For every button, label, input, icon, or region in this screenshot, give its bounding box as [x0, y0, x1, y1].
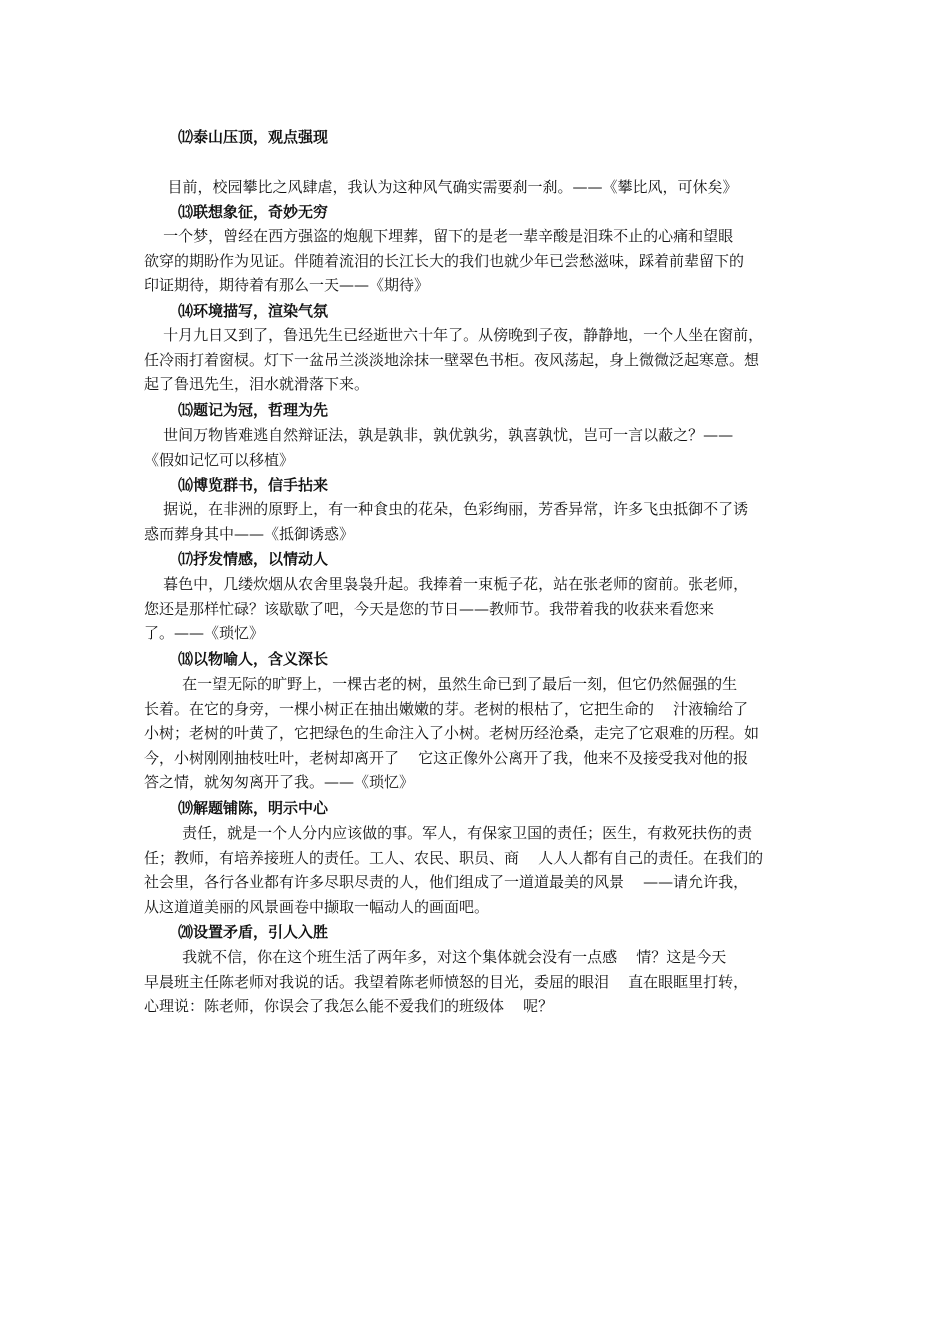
section-heading-18: ⒅以物喻人，含义深长 [178, 650, 329, 668]
body-line: 从这道道美丽的风景画卷中撷取一幅动人的画面吧。 [144, 897, 490, 916]
section-body-15 [144, 423, 814, 472]
section-body-16 [144, 497, 814, 546]
section-body-17 [144, 572, 814, 646]
section-heading-20: ⒇设置矛盾，引人入胜 [178, 923, 329, 941]
section-heading-17: ⒄抒发情感，以情动人 [178, 550, 329, 568]
body-line: 惑而葬身其中——《抵御诱惑》 [144, 524, 355, 543]
body-line: 《假如记忆可以移植》 [144, 450, 295, 469]
section-body-18 [144, 672, 814, 795]
body-line: 心理说：陈老师，你误会了我怎么能不爱我们的班级体 呢？ [144, 997, 554, 1015]
section-body-19 [144, 821, 814, 919]
section-heading-14: ⒁环境描写，渲染气氛 [178, 302, 329, 320]
body-line: 目前，校园攀比之风肆虐，我认为这种风气确实需要刹一刹。——《攀比风，可休矣》 [158, 178, 738, 196]
body-line: 在一望无际的旷野上，一棵古老的树，虽然生命已到了最后一刻，但它仍然倔强的生 [144, 675, 738, 693]
body-line: 据说，在非洲的原野上，有一种食虫的花朵，色彩绚丽，芳香异常，许多飞虫抵御不了诱 [144, 500, 749, 518]
body-line: 答之情，就匆匆离开了我。——《琐忆》 [144, 773, 415, 791]
body-line: 长着。在它的身旁，一棵小树正在抽出嫩嫩的芽。老树的根枯了，它把生命的 汁液输给了 [144, 699, 749, 718]
body-line: 责任，就是一个人分内应该做的事。军人，有保家卫国的责任；医生，有救死扶伤的责 [144, 824, 753, 842]
section-heading-15: ⒂题记为冠，哲理为先 [178, 401, 329, 419]
body-line: 十月九日又到了，鲁迅先生已经逝世六十年了。从傍晚到子夜，静静地，一个人坐在窗前， [144, 326, 764, 344]
section-body-13 [144, 224, 814, 298]
body-line: 任；教师，有培养接班人的责任。工人、农民、职员、商 人人人都有自己的责任。在我们的 [144, 848, 764, 867]
body-line: 您还是那样忙碌？该歇歇了吧，今天是您的节日——教师节。我带着我的收获来看您来 [144, 599, 715, 618]
section-heading-12: ⑿泰山压顶，观点强现 [178, 128, 329, 146]
body-line: 了。——《琐忆》 [144, 624, 265, 642]
body-line: 任冷雨打着窗棂。灯下一盆吊兰淡淡地涂抹一壁翠色书柜。夜风荡起，身上微微泛起寒意。想 [144, 350, 760, 369]
body-line: 小树；老树的叶黄了，它把绿色的生命注入了小树。老树历经沧桑，走完了它艰难的历程。如 [144, 724, 760, 742]
body-line: 今，小树刚刚抽枝吐叶，老树却离开了 它这正像外公离开了我，他来不及接受我对他的报 [144, 748, 749, 767]
body-line: 我就不信，你在这个班生活了两年多，对这个集体就会没有一点感 情？这是今天 [144, 948, 727, 966]
section-body-20 [144, 945, 814, 1019]
section-heading-13: ⒀联想象征，奇妙无穷 [178, 203, 329, 221]
section-heading-16: ⒃博览群书，信手拈来 [178, 476, 329, 494]
body-line: 早晨班主任陈老师对我说的话。我望着陈老师愤怒的目光，委屈的眼泪 直在眼眶里打转， [144, 972, 749, 991]
section-heading-19: ⒆解题铺陈，明示中心 [178, 799, 329, 817]
body-line: 社会里，各行各业都有许多尽职尽责的人，他们组成了一道道最美的风景 ——请允许我， [144, 873, 749, 891]
section-body-14 [144, 323, 814, 397]
body-line: 印证期待，期待着有那么一天——《期待》 [144, 276, 430, 294]
body-line: 欲穿的期盼作为见证。伴随着流泪的长江长大的我们也就少年已尝愁滋味，踩着前辈留下的 [144, 251, 745, 270]
body-line: 暮色中，几缕炊烟从农舍里袅袅升起。我捧着一束栀子花，站在张老师的窗前。张老师， [144, 575, 749, 593]
section-body-12 [158, 175, 828, 200]
body-line: 世间万物皆难逃自然辩证法，孰是孰非，孰优孰劣，孰喜孰忧，岂可一言以蔽之？—— [144, 426, 734, 444]
body-line: 起了鲁迅先生，泪水就滑落下来。 [144, 375, 370, 393]
body-line: 一个梦，曾经在西方强盗的炮舰下埋葬，留下的是老一辈辛酸是泪珠不止的心痛和望眼 [144, 227, 734, 245]
